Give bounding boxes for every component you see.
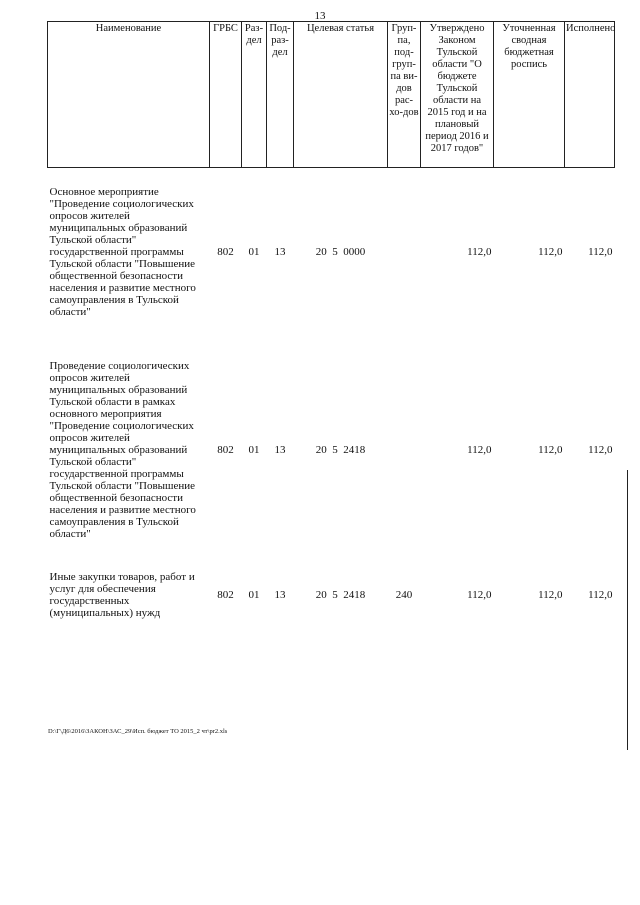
col-header-refined: Уточненная сводная бюджетная роспись	[494, 22, 565, 168]
col-header-executed: Исполнено	[565, 22, 615, 168]
row-approved: 112,0	[467, 589, 492, 601]
row-executed: 112,0	[588, 444, 613, 456]
table-header-row	[48, 22, 615, 168]
budget-table	[47, 21, 615, 620]
col-header-razdel: Раз-дел	[242, 22, 267, 168]
row-name: Иные закупки товаров, работ и услуг для обеспечения государственных (муниципальных) нужд	[49, 571, 195, 619]
row-razdel: 01	[248, 246, 260, 258]
row-refined: 112,0	[538, 246, 563, 258]
row-refined: 112,0	[538, 589, 563, 601]
row-executed: 112,0	[588, 246, 613, 258]
row-executed: 112,0	[588, 589, 613, 601]
table-row	[48, 174, 615, 330]
row-grbs: 802	[217, 589, 234, 601]
row-target: 20 5 2418	[315, 444, 366, 456]
row-podrazdel: 13	[274, 589, 286, 601]
footer-file-path: D:\Г\Д6\2016\ЗАКОН\ЗАС_29\Исп. бюджет ТО 2015_2 чт\pr2.xls	[48, 728, 228, 735]
row-target: 20 5 2418	[315, 589, 366, 601]
col-header-name: Наименование	[48, 22, 210, 168]
row-approved: 112,0	[467, 444, 492, 456]
table-row	[48, 348, 615, 552]
row-target: 20 5 0000	[315, 246, 366, 258]
row-refined: 112,0	[538, 444, 563, 456]
col-header-group: Груп-па, под-груп-па ви-дов рас-хо-дов	[388, 22, 421, 168]
row-name: Основное мероприятие "Проведение социологических опросов жителей муниципальных образований Тульской области" государственной программы Тульской области "Повышение общественной безопасности населения и развитие местного самоуправления в Тульской области"	[49, 186, 196, 318]
row-approved: 112,0	[467, 246, 492, 258]
row-name: Проведение социологических опросов жителей муниципальных образований Тульской области в рамках основного мероприятия "Проведение социологических опросов жителей муниципальных образований Тульской области" государственной программы Тульской области "Повышение общественной безопасности населения и развитие местного самоуправления в Тульской области"	[49, 360, 196, 540]
row-podrazdel: 13	[274, 246, 286, 258]
table-row	[48, 570, 615, 620]
row-podrazdel: 13	[274, 444, 286, 456]
row-grbs: 802	[217, 246, 234, 258]
margin-line	[627, 470, 628, 750]
col-header-approved: Утверждено Законом Тульской области "О бюджете Тульской области на 2015 год и на плановый период 2016 и 2017 годов"	[421, 22, 494, 168]
col-header-target: Целевая статья	[294, 22, 388, 168]
col-header-podrazdel: Под-раз-дел	[267, 22, 294, 168]
row-grbs: 802	[217, 444, 234, 456]
col-header-grbs: ГРБС	[210, 22, 242, 168]
row-razdel: 01	[248, 589, 260, 601]
page-number: 13	[314, 10, 326, 22]
row-razdel: 01	[248, 444, 260, 456]
row-group	[388, 174, 421, 330]
row-group: 240	[395, 589, 413, 601]
row-group	[388, 348, 421, 552]
